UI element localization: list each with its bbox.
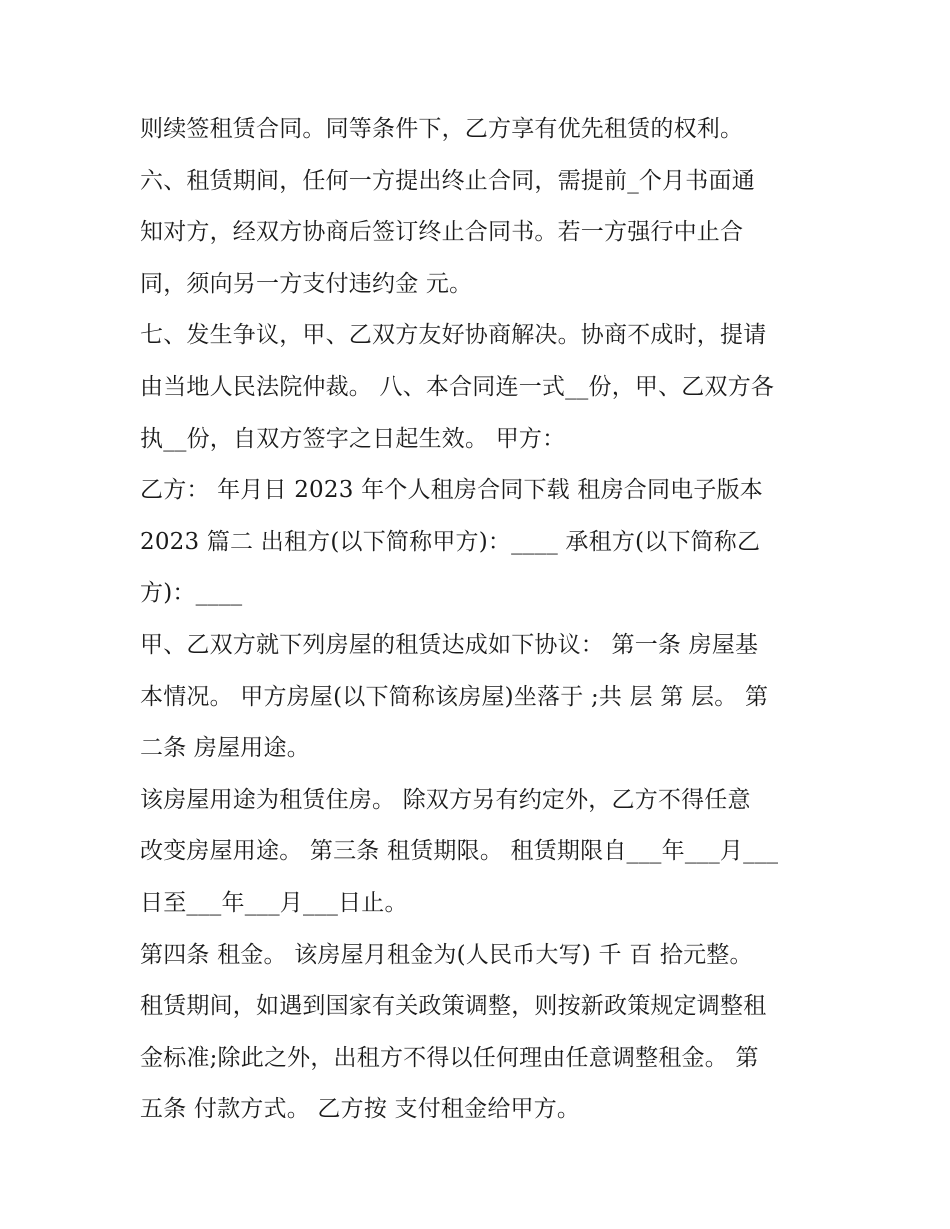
text-line: 则续签租赁合同。同等条件下，乙方享有优先租赁的权利。 (140, 116, 744, 142)
text-line: 改变房屋用途。 第三条 租赁期限。 租赁期限自___年___月___ (140, 838, 779, 865)
text-line: 本情况。 甲方房屋(以下简称该房屋)坐落于 ;共 层 第 层。 第 (140, 683, 769, 710)
text-line: 知对方，经双方协商后签订终止合同书。若一方强行中止合 (140, 219, 744, 246)
text-line: 方)：____ (140, 580, 243, 607)
text-line: 由当地人民法院仲裁。 八、本合同连一式__份，甲、乙双方各 (140, 373, 775, 400)
contract-text (140, 104, 830, 1136)
text-line: 日至___年___月___日止。 (140, 889, 408, 916)
text-line: 第四条 租金。 该房屋月租金为(人民币大写) 千 百 拾元整。 (140, 941, 753, 968)
text-line: 租赁期间，如遇到国家有关政策调整，则按新政策规定调整租 (140, 993, 767, 1020)
text-line: 五条 付款方式。 乙方按 支付租金给甲方。 (140, 1096, 581, 1123)
text-line: 二条 房屋用途。 (140, 735, 310, 762)
text-line: 六、租赁期间，任何一方提出终止合同，需提前_个月书面通 (140, 167, 755, 194)
text-line: 该房屋用途为租赁住房。 除双方另有约定外，乙方不得任意 (140, 786, 751, 813)
text-line: 执__份，自双方签字之日起生效。 甲方： (140, 425, 566, 452)
text-line: 金标准;除此之外，出租方不得以任何理由任意调整租金。 第 (140, 1044, 759, 1071)
text-line: 七、发生争议，甲、乙双方友好协商解决。协商不成时，提请 (140, 322, 767, 349)
text-line: 同，须向另一方支付违约金 元。 (140, 270, 473, 297)
text-line: 2023 篇二 出租方(以下简称甲方)：____ 承租方(以下简称乙 (140, 528, 761, 555)
text-line: 乙方： 年月日 2023 年个人租房合同下载 租房合同电子版本 (140, 477, 763, 504)
text-line: 甲、乙双方就下列房屋的租赁达成如下协议： 第一条 房屋基 (140, 631, 759, 658)
